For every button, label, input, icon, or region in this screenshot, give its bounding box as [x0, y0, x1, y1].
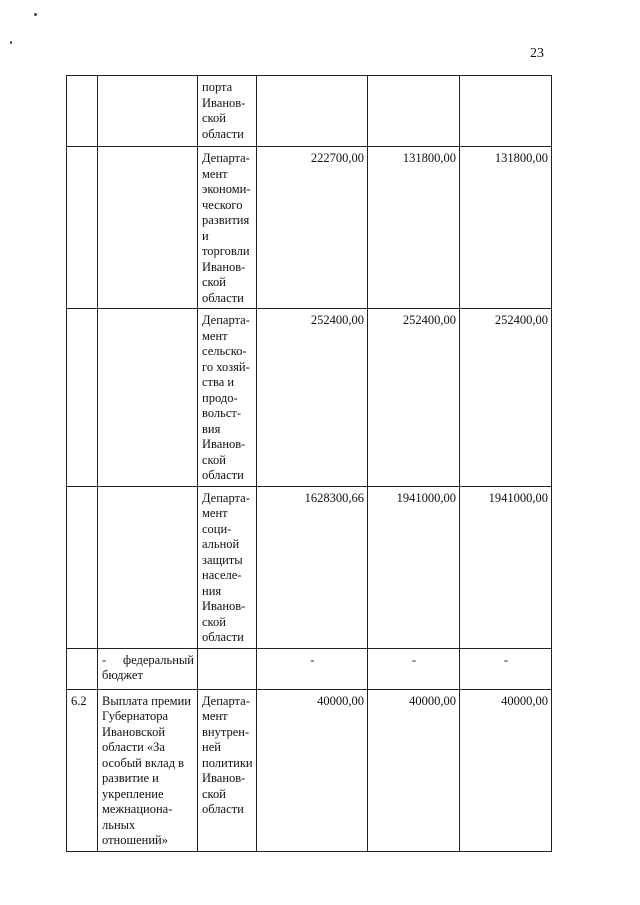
cell-year3: 1941000,00 [460, 486, 552, 648]
cell-executor: Департа- мент экономи- ческого развития и торговли Иванов- ской области [198, 147, 257, 309]
cell-year3: 252400,00 [460, 309, 552, 487]
scan-speck [34, 13, 37, 16]
cell-event [98, 648, 198, 689]
cell-no [67, 486, 98, 648]
cell-year2: - [368, 648, 460, 689]
cell-no [67, 76, 98, 147]
cell-year3: 40000,00 [460, 689, 552, 851]
cell-no [67, 147, 98, 309]
cell-year3 [460, 76, 552, 147]
cell-year2: 252400,00 [368, 309, 460, 487]
cell-year1 [257, 76, 368, 147]
table-row [67, 486, 552, 648]
cell-event [98, 76, 198, 147]
budget-source-rest: бюджет [102, 668, 143, 682]
cell-no [67, 309, 98, 487]
cell-event: Выплата премии Губернатора Ивановской области «За особый вклад в развитие и укрепление межнациона- льных отношений» [98, 689, 198, 851]
cell-no [67, 648, 98, 689]
cell-executor: Департа- мент внутрен- ней политики Иванов- ской области [198, 689, 257, 851]
cell-year1: 252400,00 [257, 309, 368, 487]
table-row [67, 76, 552, 147]
cell-event [98, 147, 198, 309]
budget-source-line [102, 653, 194, 669]
table-row [67, 648, 552, 689]
cell-executor [198, 648, 257, 689]
cell-year2: 131800,00 [368, 147, 460, 309]
cell-year2: 1941000,00 [368, 486, 460, 648]
cell-year1: - [257, 648, 368, 689]
cell-executor: порта Иванов- ской области [198, 76, 257, 147]
cell-year2 [368, 76, 460, 147]
cell-executor: Департа- мент соци- альной защиты населе- ния Иванов- ской области [198, 486, 257, 648]
cell-year1: 1628300,66 [257, 486, 368, 648]
page-number: 23 [530, 46, 544, 61]
cell-executor: Департа- мент сельско- го хозяй- ства и продо- вольст- вия Иванов- ской области [198, 309, 257, 487]
scan-speck [10, 41, 12, 44]
table-row [67, 689, 552, 851]
table-row [67, 309, 552, 487]
table-row [67, 147, 552, 309]
cell-year1: 222700,00 [257, 147, 368, 309]
cell-year1: 40000,00 [257, 689, 368, 851]
cell-event [98, 309, 198, 487]
budget-source-word: федеральный [122, 652, 194, 667]
budget-source-dash: - [102, 652, 107, 667]
cell-year3: - [460, 648, 552, 689]
cell-year2: 40000,00 [368, 689, 460, 851]
cell-no: 6.2 [67, 689, 98, 851]
budget-table [66, 75, 552, 852]
cell-event [98, 486, 198, 648]
cell-year3: 131800,00 [460, 147, 552, 309]
